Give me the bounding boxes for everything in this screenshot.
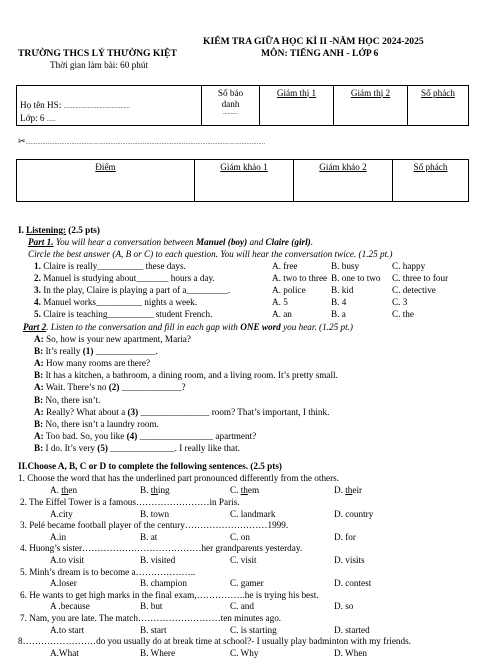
part1-intro <box>28 237 313 248</box>
question-text: 2. The Eiffel Tower is a famous……………………in Paris. <box>20 497 240 507</box>
giam-thi-2-label: Giám thị 2 <box>350 88 391 98</box>
q1-option[interactable] <box>50 485 77 496</box>
gap-blank[interactable]: _______________ room? That’s important, I think. <box>138 406 330 417</box>
option-c[interactable]: C. Why <box>230 647 259 658</box>
giam-khao-2-cell <box>294 160 393 202</box>
giam-thi-1-label: Giám thị 1 <box>276 88 317 98</box>
gap-number: (5) <box>97 442 108 453</box>
question-number: 4. <box>34 297 41 308</box>
option-c[interactable]: C. visit <box>230 555 257 565</box>
speaker-label: B: <box>34 346 44 357</box>
question-stem-b: these days. <box>143 261 186 271</box>
so-bao-danh-label-1: Số báo <box>217 88 244 98</box>
gap-number: (4) <box>126 430 138 441</box>
q1-option[interactable] <box>140 485 170 496</box>
gap-blank[interactable]: _____________. <box>93 346 158 357</box>
dialogue-text <box>34 334 191 345</box>
option-b[interactable]: B. busy <box>331 261 360 271</box>
option-c[interactable]: C. and <box>230 601 254 612</box>
question-stem-a: Manuel is studying about <box>40 273 137 284</box>
question-stem-a: In the play, Claire is playing a part of a <box>40 285 187 296</box>
option-a[interactable]: A. police <box>272 285 306 296</box>
option-b[interactable]: B. visited <box>140 555 176 565</box>
option-c[interactable]: C. the <box>392 309 414 320</box>
question-text: 8……………………do you usually do at break time at school?- I usually play badminton with my friends. <box>18 636 411 647</box>
part1-instruction: Circle the best answer (A, B or C) to each question. You will hear the conversation twice. (1.25 pt.) <box>28 249 393 259</box>
mcq-question-stem <box>0 497 490 509</box>
option-b[interactable]: B. Where <box>140 647 176 658</box>
dialogue-line <box>0 419 490 431</box>
student-name-label: Họ tên HS: <box>20 100 64 111</box>
diem-cell <box>17 160 195 202</box>
so-phach-2-cell <box>393 160 469 202</box>
option-letter: B. <box>140 485 151 495</box>
speaker-label: A: <box>34 406 44 417</box>
answer-blank[interactable]: _________ <box>186 285 228 296</box>
question-stem-b: hours a day. <box>168 273 215 284</box>
so-phach-cell <box>408 86 469 126</box>
speaker-label: A: <box>34 358 44 369</box>
option-a[interactable]: A.in <box>50 531 67 542</box>
so-bao-danh-cell <box>202 86 260 126</box>
q1-options-row <box>0 485 490 497</box>
option-rest: eir <box>352 485 363 495</box>
question-stem-b: nights a week. <box>141 297 198 308</box>
question-number: 3. <box>34 285 41 296</box>
option-rest: ing <box>157 485 170 495</box>
option-a[interactable]: A.to visit <box>50 555 85 565</box>
mcq-options <box>0 532 490 544</box>
option-c[interactable]: C. three to four <box>392 273 449 284</box>
exam-title: KIỂM TRA GIỮA HỌC KÌ II -NĂM HỌC 2024-2025 <box>203 36 424 47</box>
part1-text-and: and <box>247 237 266 247</box>
mcq-question-stem <box>0 636 490 648</box>
exam-time: Thời gian làm bài: 60 phút <box>50 60 148 70</box>
part1-question <box>0 285 490 297</box>
question-stem <box>34 285 230 296</box>
part1-question <box>0 273 490 285</box>
dialogue-line <box>0 334 490 346</box>
gap-number: (2) <box>108 382 120 393</box>
option-letter: D. <box>334 485 346 495</box>
part1-question <box>0 261 490 273</box>
option-c[interactable]: C. on <box>230 531 250 542</box>
dialogue-line <box>0 346 490 358</box>
part2-one-word: ONE word <box>240 322 281 332</box>
option-a[interactable]: A. an <box>272 309 292 320</box>
dialogue-text <box>34 419 159 430</box>
listening-title: Listening: <box>26 225 66 235</box>
speaker-label: B: <box>34 418 44 429</box>
option-b[interactable]: B. 4 <box>331 297 347 308</box>
giam-khao-1-cell <box>195 160 294 202</box>
option-b[interactable]: B. a <box>331 309 346 320</box>
underlined-part: th <box>61 485 69 495</box>
part1-label: Part 1. <box>28 237 54 247</box>
giam-khao-1-label: Giám khảo 1 <box>220 162 268 172</box>
option-b[interactable]: B. at <box>140 531 158 542</box>
question-stem-a: Claire is teaching <box>40 309 108 320</box>
speaker-label: B: <box>34 370 44 381</box>
section2-heading: II.Choose A, B, C or D to complete the following sentences. (2.5 pts) <box>18 461 282 471</box>
question-text: 7. Nam, you are late. The match………………………ten minutes ago. <box>20 613 282 623</box>
listening-heading <box>18 225 100 236</box>
answer-blank[interactable]: __________ <box>107 309 154 320</box>
option-c[interactable]: C. happy <box>392 261 426 271</box>
option-a[interactable]: A.city <box>50 508 73 519</box>
giam-thi-1-cell <box>260 86 334 126</box>
answer-blank[interactable]: _______ <box>136 273 169 284</box>
dialogue-line <box>0 382 490 394</box>
mcq-options <box>0 625 490 637</box>
option-a[interactable]: A .because <box>50 601 90 612</box>
option-d[interactable]: D. country <box>334 508 374 519</box>
part1-question <box>0 297 490 309</box>
option-letter: C. <box>230 485 241 495</box>
option-letter: A. <box>50 485 62 495</box>
option-b[interactable]: B. start <box>140 624 167 635</box>
option-d[interactable]: D. so <box>334 601 354 612</box>
option-rest: en <box>68 485 78 495</box>
mcq-question-stem <box>0 590 490 602</box>
part2-text-a: . Listen to the conversation and fill in each gap with <box>46 322 241 332</box>
question-stem <box>34 297 197 308</box>
question-stem <box>34 261 186 272</box>
part1-claire: Claire (girl) <box>265 237 311 247</box>
option-a[interactable]: A.What <box>50 647 79 658</box>
option-d[interactable]: D. contest <box>334 578 372 589</box>
part2-label: Part 2 <box>23 322 47 332</box>
option-b[interactable]: B. champion <box>140 578 187 589</box>
student-info-table <box>16 85 469 126</box>
dialogue-text <box>34 370 338 381</box>
listening-num: I. <box>18 225 27 235</box>
option-d[interactable]: D. for <box>334 531 356 542</box>
dialogue-text <box>34 382 186 393</box>
gap-blank[interactable]: ________________ apartment? <box>137 430 257 441</box>
mcq-options <box>0 509 490 521</box>
option-a[interactable]: A. two to three <box>272 273 328 284</box>
scissors-icon: ✂ <box>18 137 26 147</box>
question-text: 6. He wants to get high marks in the final exam,…………….he is trying his best. <box>20 589 319 600</box>
dialogue-text <box>34 407 329 418</box>
speaker-label: B: <box>34 394 44 405</box>
dialogue-sentence: It’s really <box>43 346 83 357</box>
option-a[interactable]: A. 5 <box>272 297 288 308</box>
option-c[interactable]: C. detective <box>392 285 436 296</box>
part1-text-end: . <box>310 237 313 247</box>
option-b[interactable]: B. kid <box>331 285 354 296</box>
option-b[interactable]: B. town <box>140 508 170 519</box>
q1-option[interactable] <box>230 485 259 496</box>
dialogue-sentence: No, there isn’t. <box>43 394 101 405</box>
class-field[interactable]: ...... <box>46 117 56 124</box>
dialogue-line <box>0 395 490 407</box>
question-text: 4. Huong’s sister…………………………………her grandparents yesterday. <box>20 543 303 554</box>
diem-label: Điểm <box>95 162 116 172</box>
part1-text-a: You will hear a conversation between <box>53 237 196 247</box>
gap-blank[interactable]: _____________? <box>119 382 186 393</box>
speaker-label: A: <box>34 334 44 344</box>
dialogue-sentence: No, there isn’t a laundry room. <box>43 418 159 429</box>
gap-number: (3) <box>127 406 139 417</box>
option-d[interactable]: D. visits <box>334 555 365 565</box>
part2-intro <box>23 322 353 333</box>
question-stem-b: student French. <box>153 309 213 320</box>
option-c[interactable]: C. gamer <box>230 578 264 589</box>
giam-khao-2-label: Giám khảo 2 <box>319 162 367 172</box>
dialogue-text <box>34 431 256 442</box>
dialogue-line <box>0 431 490 443</box>
dialogue-text <box>34 358 150 369</box>
so-bao-danh-field[interactable]: .......... <box>223 110 238 117</box>
score-table <box>16 159 469 202</box>
question-stem <box>34 273 215 284</box>
student-name-cell <box>17 86 202 126</box>
question-stem-a: Manuel works <box>40 297 97 308</box>
giam-thi-2-cell <box>334 86 408 126</box>
dialogue-sentence: Really? What about a <box>43 406 128 417</box>
speaker-label: A: <box>34 430 44 441</box>
option-d[interactable]: D. started <box>334 624 370 635</box>
option-c[interactable]: C. is starting <box>230 624 277 635</box>
question-text: 5. Minh’s dream is to become a……………….. <box>20 566 196 577</box>
option-a[interactable]: A.loser <box>50 578 77 589</box>
option-d[interactable]: D. When <box>334 647 367 658</box>
q1-stem: 1. Choose the word that has the underlined part pronounced differently from the others. <box>18 473 340 483</box>
underlined-part: th <box>345 485 353 495</box>
answer-blank[interactable]: __________ <box>96 297 142 308</box>
mcq-question-stem <box>0 613 490 625</box>
option-rest: em <box>247 485 260 495</box>
dialogue-line <box>0 358 490 370</box>
dialogue-sentence: I do. It’s very <box>43 442 98 453</box>
so-phach-label: Số phách <box>421 88 455 98</box>
question-stem <box>34 309 212 320</box>
option-c[interactable]: C. landmark <box>230 508 276 519</box>
subject-label: MÔN: TIẾNG ANH - LỚP 6 <box>261 48 379 59</box>
part1-question <box>0 309 490 321</box>
dialogue-sentence: So, how is your new apartment, Maria? <box>43 334 191 344</box>
mcq-question-stem <box>0 567 490 579</box>
so-bao-danh-label-2: danh <box>221 98 240 109</box>
question-stem-b: . <box>227 285 231 296</box>
part1-manuel: Manuel (boy) <box>195 237 248 247</box>
listening-pts: (2.5 pts) <box>66 225 100 235</box>
mcq-options <box>0 601 490 613</box>
question-text: 3. Pelé became football player of the century………………………1999. <box>20 520 289 531</box>
dialogue-sentence: Wait. There’s no <box>43 382 109 393</box>
option-a[interactable]: A.to start <box>50 624 85 635</box>
mcq-options <box>0 578 490 590</box>
speaker-label: A: <box>34 382 44 393</box>
school-name: TRƯỜNG THCS LÝ THƯỜNG KIỆT <box>18 48 177 59</box>
dialogue-text <box>34 443 240 454</box>
option-b[interactable]: B. but <box>140 601 163 612</box>
mcq-question-stem <box>0 520 490 532</box>
class-label: Lớp: 6 <box>20 113 47 124</box>
mcq-question-stem <box>0 543 490 555</box>
option-a[interactable]: A. free <box>272 261 298 271</box>
option-b[interactable]: B. one to two <box>331 273 381 284</box>
underlined-part: th <box>150 485 158 495</box>
dialogue-text <box>34 395 100 406</box>
mcq-options <box>0 555 490 567</box>
gap-blank[interactable]: ______________. I really like that. <box>108 442 240 453</box>
dialogue-sentence: It has a kitchen, a bathroom, a dining room, and a living room. It’s pretty small. <box>43 370 338 381</box>
dialogue-line <box>0 407 490 419</box>
question-number: 2. <box>34 273 41 284</box>
gap-number: (1) <box>82 346 94 357</box>
part2-text-b: you hear. (1.25 pt.) <box>280 322 353 332</box>
speaker-label: B: <box>34 442 44 453</box>
so-phach-2-label: Số phách <box>413 162 448 172</box>
dialogue-line <box>0 443 490 455</box>
question-number: 1. <box>34 261 41 271</box>
cut-dots: ............................................................................................................................................. <box>25 140 266 146</box>
dialogue-line <box>0 370 490 382</box>
student-name-field[interactable]: ............................................ <box>63 104 130 111</box>
dialogue-sentence: Too bad. So, you like <box>43 430 127 441</box>
mcq-options <box>0 648 490 660</box>
question-stem-a: Claire is really <box>40 261 98 271</box>
question-number: 5. <box>34 309 41 320</box>
option-c[interactable]: C. 3 <box>392 297 408 308</box>
dialogue-text <box>34 346 158 357</box>
answer-blank[interactable]: __________ <box>97 261 144 271</box>
underlined-part: th <box>240 485 248 495</box>
dialogue-sentence: How many rooms are there? <box>43 358 151 369</box>
q1-option[interactable] <box>334 485 362 496</box>
cut-line <box>18 136 265 147</box>
